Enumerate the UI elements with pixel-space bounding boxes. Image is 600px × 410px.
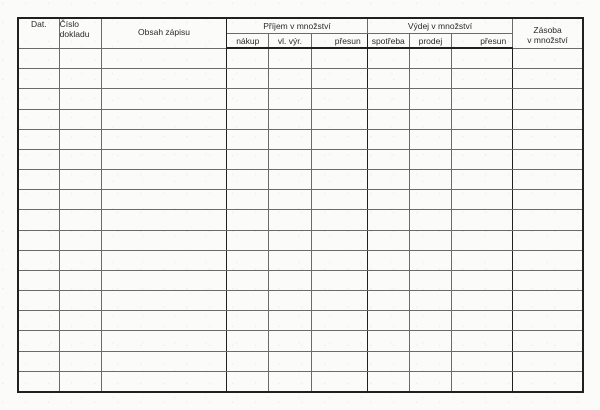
issue-sale-cell[interactable]	[409, 69, 451, 89]
header-document-number-line2: dokladu	[59, 29, 90, 39]
receipt-transfer-cell[interactable]	[311, 190, 367, 210]
issue-consumption-cell[interactable]	[367, 371, 409, 391]
header-issue-transfer	[451, 34, 512, 49]
receipt-transfer-cell[interactable]	[311, 109, 367, 129]
issue-sale-cell[interactable]	[409, 331, 451, 351]
receipt-own-production-cell[interactable]	[269, 89, 311, 109]
receipt-own-production-cell[interactable]	[269, 270, 311, 290]
receipt-purchase-cell[interactable]	[227, 129, 269, 149]
receipt-transfer-cell[interactable]	[311, 331, 367, 351]
header-stock-line1: Zásoba	[533, 25, 562, 35]
entry-content-cell[interactable]	[101, 129, 226, 149]
issue-consumption-cell[interactable]	[367, 230, 409, 250]
header-receipt-own-production	[269, 34, 311, 49]
header-document-number	[59, 19, 101, 48]
receipt-own-production-cell[interactable]	[269, 210, 311, 230]
stock-cell[interactable]	[513, 331, 582, 351]
receipt-own-production-cell[interactable]	[269, 109, 311, 129]
issue-transfer-cell[interactable]	[451, 69, 512, 89]
receipt-purchase-cell[interactable]	[227, 190, 269, 210]
issue-transfer-cell[interactable]	[451, 270, 512, 290]
receipt-purchase-cell[interactable]	[227, 311, 269, 331]
receipt-purchase-cell[interactable]	[227, 69, 269, 89]
header-document-number-line1: Číslo	[59, 19, 80, 29]
receipt-transfer-cell[interactable]	[311, 129, 367, 149]
document-number-cell[interactable]	[59, 170, 101, 190]
receipt-own-production-cell[interactable]	[269, 331, 311, 351]
stock-cell[interactable]	[513, 351, 582, 371]
header-row-top	[19, 19, 582, 34]
header-entry-content	[101, 19, 226, 48]
issue-sale-cell[interactable]	[409, 371, 451, 391]
receipt-own-production-cell[interactable]	[269, 250, 311, 270]
date-cell[interactable]	[19, 48, 59, 69]
receipt-transfer-cell[interactable]	[311, 351, 367, 371]
entry-content-cell[interactable]	[101, 351, 226, 371]
document-number-cell[interactable]	[59, 109, 101, 129]
entry-content-cell[interactable]	[101, 190, 226, 210]
date-cell[interactable]	[19, 270, 59, 290]
entry-content-cell[interactable]	[101, 69, 226, 89]
issue-consumption-cell[interactable]	[367, 351, 409, 371]
issue-consumption-cell[interactable]	[367, 89, 409, 109]
document-number-cell[interactable]	[59, 230, 101, 250]
date-cell[interactable]	[19, 291, 59, 311]
issue-sale-cell[interactable]	[409, 210, 451, 230]
receipt-transfer-cell[interactable]	[311, 89, 367, 109]
issue-consumption-cell[interactable]	[367, 311, 409, 331]
table-row	[19, 371, 582, 391]
date-cell[interactable]	[19, 371, 59, 391]
issue-sale-cell[interactable]	[409, 230, 451, 250]
entry-content-cell[interactable]	[101, 170, 226, 190]
table-row	[19, 190, 582, 210]
issue-consumption-cell[interactable]	[367, 270, 409, 290]
document-number-cell[interactable]	[59, 270, 101, 290]
header-issue-transfer-label: přesun	[480, 35, 507, 46]
document-number-cell[interactable]	[59, 149, 101, 169]
document-number-cell[interactable]	[59, 250, 101, 270]
issue-consumption-cell[interactable]	[367, 250, 409, 270]
receipt-transfer-cell[interactable]	[311, 170, 367, 190]
stock-cell[interactable]	[513, 190, 582, 210]
issue-sale-cell[interactable]	[409, 170, 451, 190]
stock-cell[interactable]	[513, 230, 582, 250]
receipt-transfer-cell[interactable]	[311, 371, 367, 391]
issue-consumption-cell[interactable]	[367, 291, 409, 311]
issue-transfer-cell[interactable]	[451, 230, 512, 250]
issue-sale-cell[interactable]	[409, 48, 451, 69]
receipt-purchase-cell[interactable]	[227, 270, 269, 290]
table-row	[19, 69, 582, 89]
entry-content-cell[interactable]	[101, 149, 226, 169]
table-row	[19, 311, 582, 331]
receipt-purchase-cell[interactable]	[227, 89, 269, 109]
entry-content-cell[interactable]	[101, 48, 226, 69]
entry-content-cell[interactable]	[101, 291, 226, 311]
stock-cell[interactable]	[513, 311, 582, 331]
table-row	[19, 109, 582, 129]
receipt-transfer-cell[interactable]	[311, 270, 367, 290]
receipt-purchase-cell[interactable]	[227, 250, 269, 270]
issue-sale-cell[interactable]	[409, 109, 451, 129]
date-cell[interactable]	[19, 149, 59, 169]
receipt-purchase-cell[interactable]	[227, 331, 269, 351]
receipt-transfer-cell[interactable]	[311, 291, 367, 311]
entry-content-cell[interactable]	[101, 270, 226, 290]
date-cell[interactable]	[19, 190, 59, 210]
issue-transfer-cell[interactable]	[451, 331, 512, 351]
receipt-purchase-cell[interactable]	[227, 48, 269, 69]
ledger-header	[19, 19, 582, 48]
header-stock	[513, 19, 582, 48]
entry-content-cell[interactable]	[101, 230, 226, 250]
ledger-sheet	[17, 17, 584, 393]
document-number-cell[interactable]	[59, 89, 101, 109]
document-number-cell[interactable]	[59, 129, 101, 149]
issue-transfer-cell[interactable]	[451, 210, 512, 230]
stock-cell[interactable]	[513, 210, 582, 230]
header-stock-line2: v množství	[527, 35, 568, 45]
issue-sale-cell[interactable]	[409, 190, 451, 210]
entry-content-cell[interactable]	[101, 371, 226, 391]
document-number-cell[interactable]	[59, 69, 101, 89]
receipt-own-production-cell[interactable]	[269, 291, 311, 311]
date-cell[interactable]	[19, 210, 59, 230]
date-cell[interactable]	[19, 311, 59, 331]
issue-sale-cell[interactable]	[409, 129, 451, 149]
header-issue-sale-label: prodej	[418, 35, 443, 46]
header-receipt-purchase-label: nákup	[236, 35, 260, 46]
stock-cell[interactable]	[513, 170, 582, 190]
entry-content-cell[interactable]	[101, 311, 226, 331]
table-row	[19, 270, 582, 290]
receipt-transfer-cell[interactable]	[311, 149, 367, 169]
ledger-body	[19, 48, 582, 391]
document-number-cell[interactable]	[59, 311, 101, 331]
header-receipt-own-production-label: vl. výr.	[277, 35, 302, 46]
receipt-purchase-cell[interactable]	[227, 291, 269, 311]
receipt-transfer-cell[interactable]	[311, 250, 367, 270]
receipt-own-production-cell[interactable]	[269, 190, 311, 210]
receipt-transfer-cell[interactable]	[311, 69, 367, 89]
issue-sale-cell[interactable]	[409, 270, 451, 290]
receipt-own-production-cell[interactable]	[269, 129, 311, 149]
issue-sale-cell[interactable]	[409, 89, 451, 109]
date-cell[interactable]	[19, 109, 59, 129]
table-row	[19, 230, 582, 250]
table-row	[19, 250, 582, 270]
issue-consumption-cell[interactable]	[367, 69, 409, 89]
table-row	[19, 331, 582, 351]
issue-transfer-cell[interactable]	[451, 109, 512, 129]
table-row	[19, 291, 582, 311]
table-row	[19, 170, 582, 190]
ledger-table	[19, 19, 582, 391]
issue-transfer-cell[interactable]	[451, 129, 512, 149]
header-issue-group	[367, 19, 512, 34]
document-number-cell[interactable]	[59, 351, 101, 371]
receipt-purchase-cell[interactable]	[227, 109, 269, 129]
receipt-own-production-cell[interactable]	[269, 230, 311, 250]
entry-content-cell[interactable]	[101, 89, 226, 109]
stock-cell[interactable]	[513, 270, 582, 290]
receipt-transfer-cell[interactable]	[311, 311, 367, 331]
issue-transfer-cell[interactable]	[451, 291, 512, 311]
stock-cell[interactable]	[513, 109, 582, 129]
issue-consumption-cell[interactable]	[367, 129, 409, 149]
receipt-own-production-cell[interactable]	[269, 48, 311, 69]
header-issue-consumption	[367, 34, 409, 49]
date-cell[interactable]	[19, 89, 59, 109]
header-issue-sale	[409, 34, 451, 49]
receipt-own-production-cell[interactable]	[269, 311, 311, 331]
document-number-cell[interactable]	[59, 210, 101, 230]
issue-consumption-cell[interactable]	[367, 170, 409, 190]
table-row	[19, 48, 582, 69]
document-number-cell[interactable]	[59, 291, 101, 311]
receipt-purchase-cell[interactable]	[227, 210, 269, 230]
issue-transfer-cell[interactable]	[451, 48, 512, 69]
entry-content-cell[interactable]	[101, 250, 226, 270]
issue-transfer-cell[interactable]	[451, 371, 512, 391]
document-number-cell[interactable]	[59, 331, 101, 351]
stock-cell[interactable]	[513, 250, 582, 270]
date-cell[interactable]	[19, 69, 59, 89]
table-row	[19, 149, 582, 169]
stock-cell[interactable]	[513, 89, 582, 109]
issue-transfer-cell[interactable]	[451, 89, 512, 109]
receipt-purchase-cell[interactable]	[227, 371, 269, 391]
issue-consumption-cell[interactable]	[367, 149, 409, 169]
date-cell[interactable]	[19, 331, 59, 351]
entry-content-cell[interactable]	[101, 109, 226, 129]
header-receipt-title: Příjem v množství	[263, 21, 331, 31]
issue-transfer-cell[interactable]	[451, 149, 512, 169]
date-cell[interactable]	[19, 170, 59, 190]
header-entry-content-label: Obsah zápisu	[138, 27, 190, 37]
issue-transfer-cell[interactable]	[451, 190, 512, 210]
document-number-cell[interactable]	[59, 190, 101, 210]
date-cell[interactable]	[19, 351, 59, 371]
table-row	[19, 210, 582, 230]
header-receipt-transfer	[311, 34, 367, 49]
entry-content-cell[interactable]	[101, 210, 226, 230]
issue-consumption-cell[interactable]	[367, 331, 409, 351]
issue-sale-cell[interactable]	[409, 149, 451, 169]
issue-sale-cell[interactable]	[409, 351, 451, 371]
receipt-own-production-cell[interactable]	[269, 170, 311, 190]
date-cell[interactable]	[19, 250, 59, 270]
header-receipt-transfer-label: přesun	[334, 35, 361, 46]
receipt-own-production-cell[interactable]	[269, 351, 311, 371]
header-date-label: Dat.	[31, 19, 47, 29]
receipt-purchase-cell[interactable]	[227, 351, 269, 371]
issue-transfer-cell[interactable]	[451, 311, 512, 331]
stock-cell[interactable]	[513, 129, 582, 149]
receipt-purchase-cell[interactable]	[227, 230, 269, 250]
stock-cell[interactable]	[513, 69, 582, 89]
document-number-cell[interactable]	[59, 371, 101, 391]
date-cell[interactable]	[19, 129, 59, 149]
stock-cell[interactable]	[513, 291, 582, 311]
issue-transfer-cell[interactable]	[451, 250, 512, 270]
issue-transfer-cell[interactable]	[451, 351, 512, 371]
issue-sale-cell[interactable]	[409, 291, 451, 311]
receipt-transfer-cell[interactable]	[311, 210, 367, 230]
issue-consumption-cell[interactable]	[367, 190, 409, 210]
date-cell[interactable]	[19, 230, 59, 250]
header-issue-consumption-label: spotřeba	[371, 35, 405, 46]
header-receipt-purchase	[227, 34, 269, 49]
table-row	[19, 89, 582, 109]
stock-cell[interactable]	[513, 149, 582, 169]
issue-sale-cell[interactable]	[409, 250, 451, 270]
issue-consumption-cell[interactable]	[367, 210, 409, 230]
receipt-purchase-cell[interactable]	[227, 170, 269, 190]
entry-content-cell[interactable]	[101, 331, 226, 351]
header-date	[19, 19, 59, 48]
header-issue-title: Výdej v množství	[407, 21, 473, 31]
receipt-transfer-cell[interactable]	[311, 230, 367, 250]
receipt-own-production-cell[interactable]	[269, 149, 311, 169]
document-number-cell[interactable]	[59, 48, 101, 69]
receipt-own-production-cell[interactable]	[269, 69, 311, 89]
issue-consumption-cell[interactable]	[367, 109, 409, 129]
receipt-purchase-cell[interactable]	[227, 149, 269, 169]
issue-transfer-cell[interactable]	[451, 170, 512, 190]
receipt-own-production-cell[interactable]	[269, 371, 311, 391]
table-row	[19, 351, 582, 371]
stock-cell[interactable]	[513, 48, 582, 69]
issue-sale-cell[interactable]	[409, 311, 451, 331]
issue-consumption-cell[interactable]	[367, 48, 409, 69]
stock-cell[interactable]	[513, 371, 582, 391]
receipt-transfer-cell[interactable]	[311, 48, 367, 69]
table-row	[19, 129, 582, 149]
header-receipt-group	[227, 19, 367, 34]
